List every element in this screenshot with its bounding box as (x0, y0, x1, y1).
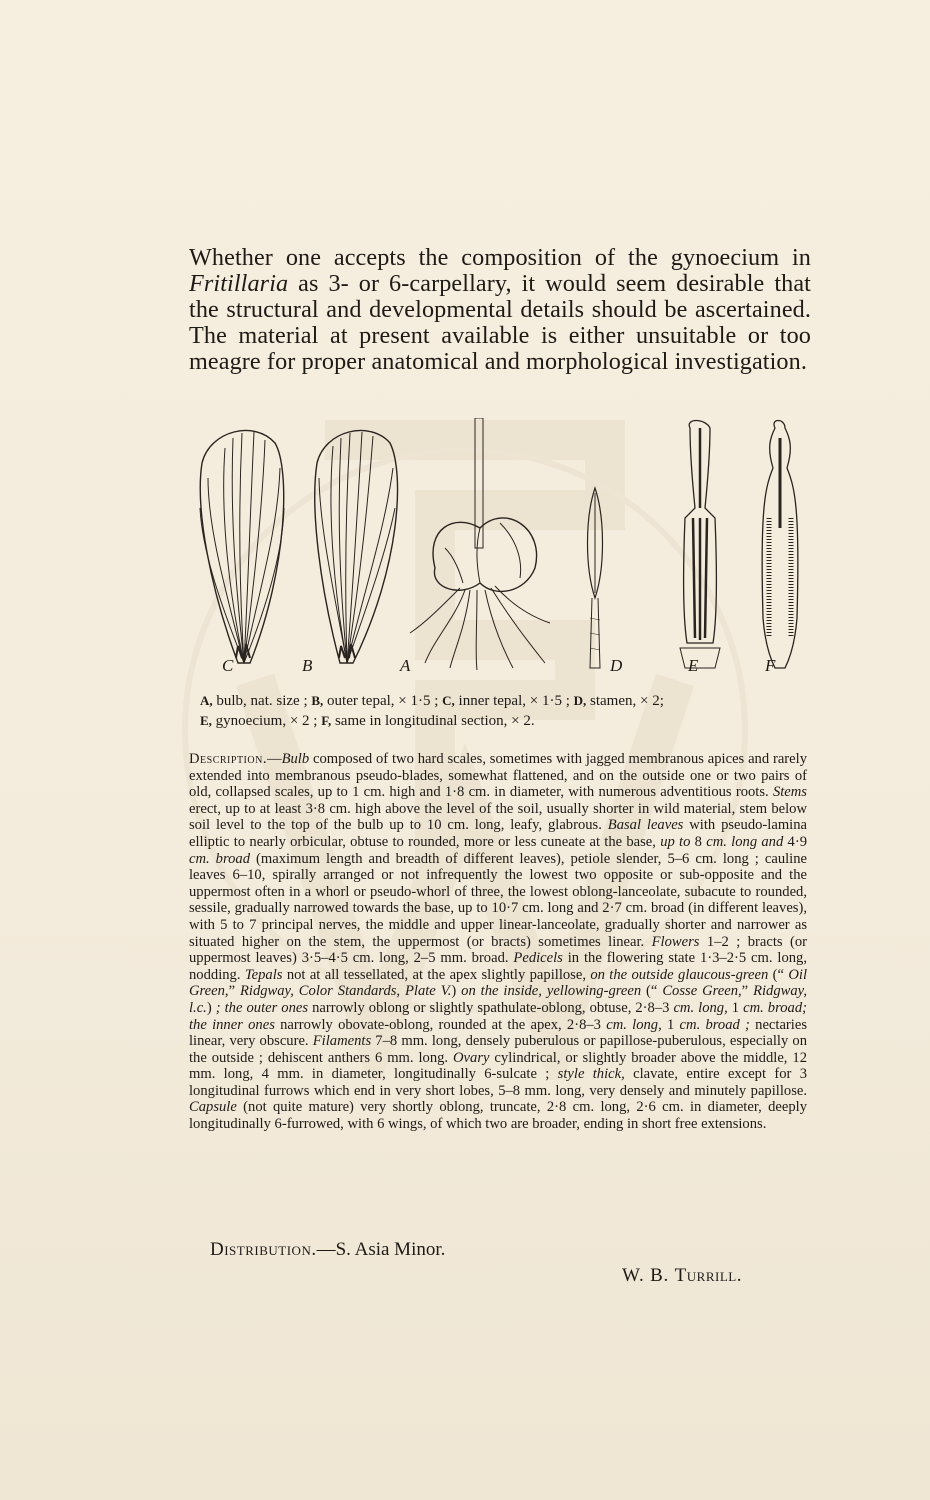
intro-paragraph (189, 245, 811, 375)
figure-label-c: C (222, 656, 234, 675)
desc-text: clavate, entire except for 3 longitudinal furrows which end in very short lobes, 5–8 mm. long, very densely and minutely papillose. (189, 1066, 808, 1099)
desc-italic: Oil Green, (189, 966, 807, 1000)
figure-a-bulb (410, 418, 550, 670)
description-dash: — (266, 751, 282, 767)
desc-text: (“ (641, 983, 663, 1000)
figure-label-d: D (610, 656, 623, 675)
caption-key-d: D, (573, 693, 587, 708)
desc-term-capsule: Capsule (189, 1099, 237, 1116)
desc-italic: Ridgway, l.c. (189, 983, 807, 1016)
intro-text-part2: as 3- or 6-carpellary, it would seem desirable that the structural and developmental details should be ascertained. The material at present available is either unsuitable or too meagre for proper anatomical and morphological investigation. (189, 270, 811, 375)
desc-term-ovary: Ovary (453, 1049, 490, 1066)
description-paragraph (189, 751, 807, 1133)
desc-italic: on the inside, yellowing-green (461, 983, 642, 1000)
desc-italic: on the outside glaucous-green (590, 966, 769, 983)
figure-label-f: F (765, 656, 776, 675)
desc-term-tepals: Tepals (244, 966, 283, 983)
desc-italic: cm. long, (606, 1016, 662, 1033)
caption-text-e: gynoecium, × 2 ; (211, 713, 322, 729)
desc-text: ) (206, 999, 216, 1016)
author-surname: Turrill. (674, 1265, 742, 1286)
desc-text: composed of two hard scales, sometimes with jagged membranous apices and rarely extended into membranous pseudo-blades, somewhat flattened, and on the outside one or two pairs of old, collapsed scales, up to 1 cm. high and 1·8 cm. in diameter, with numerous adventitious roots. (189, 751, 807, 801)
description-heading: Description. (189, 751, 267, 767)
desc-text: not at all tessellated, at the apex slightly papillose, (282, 966, 591, 983)
caption-text-d: stamen, × 2; (586, 693, 664, 709)
desc-term-stems: Stems (772, 784, 807, 801)
desc-text: (not quite mature) very shortly oblong, truncate, 2·8 cm. long, 2·6 cm. in diameter, deeply longitudinally 6-furrowed, with 6 wings, of which two are broader, ending in short free extensions. (189, 1099, 807, 1133)
desc-text: (“ (768, 966, 789, 983)
desc-italic: Ridgway, Color Standards, Plate V. (239, 983, 452, 1000)
figure-e-gynoecium (680, 421, 720, 669)
desc-italic: cm. broad; the inner ones (189, 999, 807, 1033)
desc-italic: cm. broad (189, 850, 250, 867)
intro-text-part1: Whether one accepts the composition of the gynoecium in (189, 244, 811, 271)
caption-text-a: bulb, nat. size ; (212, 693, 312, 709)
desc-text: ” (741, 983, 754, 1000)
caption-text-f: same in longitudinal section, × 2. (331, 713, 535, 729)
desc-italic: ; the outer ones (215, 999, 309, 1016)
desc-text: ) (451, 983, 462, 1000)
caption-text-c: inner tepal, × 1·5 ; (454, 693, 574, 709)
desc-text: narrowly obovate-oblong, rounded at the apex, 2·8–3 (274, 1016, 607, 1033)
desc-text: 1–2 ; bracts (or uppermost leaves) 3·5–4·5 cm. long, 2–5 mm. broad. (189, 933, 807, 967)
caption-key-b: B, (311, 693, 324, 708)
desc-text: narrowly oblong or slightly spathulate-oblong, obtuse, 2·8–3 (308, 999, 674, 1016)
desc-text: 4·9 (783, 833, 807, 850)
distribution-heading: Distribution. (210, 1239, 317, 1260)
desc-term-basal-leaves: Basal leaves (607, 817, 684, 834)
desc-italic: style thick, (557, 1066, 625, 1083)
figure-d-stamen (588, 488, 603, 668)
desc-text: cylindrical, or slightly broader above the middle, 12 mm. long, 4 mm. in diameter, longitudinally 6-sulcate ; (189, 1049, 807, 1083)
distribution-line (210, 1239, 445, 1261)
desc-text: 1 (727, 999, 744, 1016)
figure-f-longitudinal-section (762, 421, 798, 669)
desc-italic: cm. broad ; (679, 1016, 750, 1033)
author-signature (622, 1265, 742, 1287)
figure-label-b: B (302, 656, 313, 675)
desc-text: (maximum length and breadth of different leaves), petiole slender, 5–6 cm. long ; cauline leaves 6–10, spirally arranged or not infrequently the lowest two opposite or sub-opposite and the uppermost often in a whorl or pseudo-whorl of three, the lowest oblong-lanceolate, subacute to rounded, sessile, gradually narrowed towards the base, up to 10·7 cm. long and 2·7 cm. broad (in different leaves), with 5 to 7 principal nerves, the middle and upper linear-lanceolate, gradually shorter and narrower as situated higher on the stem, the uppermost (or bracts) sometimes linear. (189, 850, 807, 950)
desc-term-flowers: Flowers (651, 933, 700, 950)
figure-c-inner-tepal (200, 431, 284, 663)
desc-text: nectaries linear, very obscure. (189, 1016, 808, 1050)
distribution-text: —S. Asia Minor. (316, 1239, 446, 1260)
desc-term-pedicels: Pedicels (513, 950, 563, 967)
desc-term-bulb: Bulb (281, 751, 310, 767)
caption-key-c: C, (442, 693, 455, 708)
desc-italic: up to (660, 833, 691, 850)
desc-text: 1 (661, 1016, 680, 1033)
caption-key-a: A, (200, 693, 213, 708)
desc-text: 8 (690, 833, 707, 850)
desc-text: ” (228, 983, 240, 1000)
figure-label-e: E (688, 656, 699, 675)
intro-genus-name: Fritillaria (189, 270, 289, 297)
desc-italic: cm. long and (706, 833, 784, 850)
desc-term-filaments: Filaments (312, 1033, 372, 1050)
caption-key-e: E, (200, 713, 212, 728)
desc-text: erect, up to at least 3·8 cm. high above the level of the soil, usually shorter in wild material, stem below soil level to the top of the bulb up to 10 cm. long, leafy, glabrous. (189, 800, 807, 834)
desc-text: with pseudo-lamina elliptic to nearly orbicular, obtuse to rounded, more or less cuneate at the base, (189, 817, 807, 850)
desc-italic: cm. long, (673, 999, 728, 1016)
desc-text: 7–8 mm. long, densely puberulous or papillose-puberulous, especially on the outside ; dehiscent anthers 6 mm. long. (189, 1033, 808, 1066)
caption-text-b: outer tepal, × 1·5 ; (323, 693, 443, 709)
figure-caption (200, 691, 805, 731)
botanical-figure (180, 418, 810, 688)
figure-b-outer-tepal (315, 431, 398, 663)
caption-key-f: F, (321, 713, 332, 728)
figure-label-a: A (400, 656, 411, 675)
author-initials: W. B. (622, 1265, 675, 1286)
desc-italic: Cosse Green, (662, 983, 742, 1000)
desc-text: in the flowering state 1·3–2·5 cm. long, nodding. (189, 950, 807, 983)
